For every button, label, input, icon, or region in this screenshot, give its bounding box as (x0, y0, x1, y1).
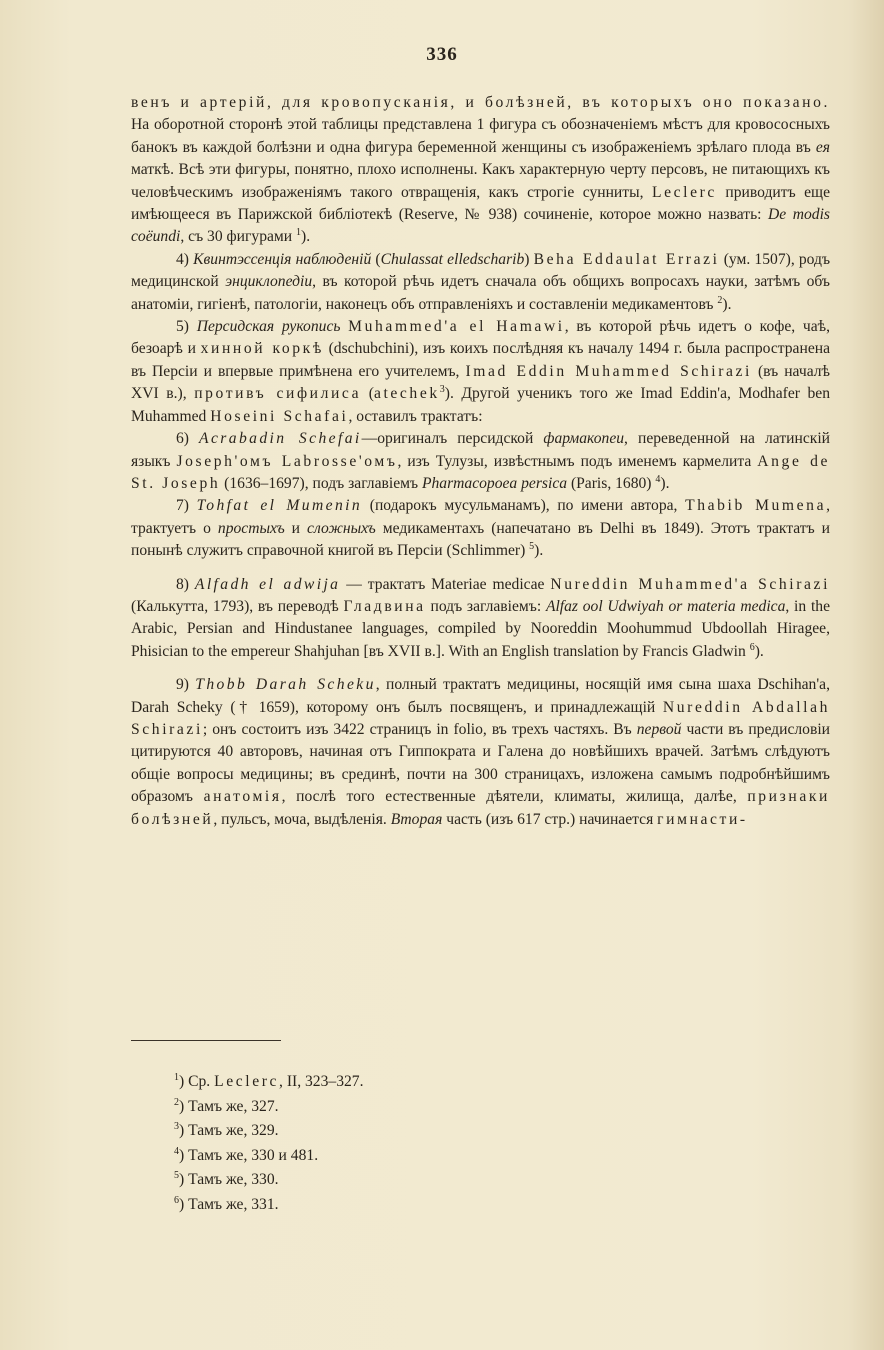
footnote (174, 1193, 674, 1218)
footnote-reference: 4 (655, 473, 661, 485)
footnote-author: Leclerc (214, 1073, 280, 1090)
footnote-number: 6 (174, 1194, 179, 1206)
styled-text: Acrabadin Schefai (199, 430, 362, 448)
styled-text: Персидская рукопись (196, 318, 341, 336)
styled-text: Leclerc (651, 183, 717, 201)
footnote (174, 1144, 674, 1169)
paragraph (131, 495, 830, 562)
styled-text: Гладвина (343, 597, 426, 615)
text-run: — трактатъ Materiae medicae (340, 575, 551, 593)
paragraph (131, 428, 830, 495)
styled-text: Pharmacopoea persica (421, 474, 568, 492)
styled-text: сложныхъ (307, 519, 376, 537)
styled-text: Joseph'омъ Labrosse'омъ (176, 452, 398, 470)
styled-text: первой (636, 720, 682, 738)
text-run: части въ предисловіи цитируются 40 авторовъ, начиная отъ Гиппократа и Галена до новѣйшихъ врачей. Затѣмъ слѣдуютъ общіе вопросы медицины; въ срединѣ, почти на 300 страницахъ, изложена самымъ подробнѣйшимъ образомъ (131, 720, 830, 806)
text-run: , полный трактатъ медицины, носящій имя сына шаха Dschihan'a, Darah Scheky († 1659), которому онъ былъ посвященъ, и принадлежащій (131, 676, 830, 716)
paragraph (131, 92, 830, 249)
text-run: ). (301, 228, 311, 246)
styled-text: Thabib Mumena (685, 497, 827, 515)
footnote-reference: 2 (717, 294, 723, 306)
footnote (174, 1095, 674, 1120)
footnote-reference: 6 (749, 641, 755, 653)
text-run: , въ которой рѣчь идетъ сначала объ общихъ вопросахъ науки, затѣмъ объ анатоміи, гигіенѣ, патологіи, наконецъ объ отправленіяхъ и составленіи медикаментовъ (131, 273, 830, 313)
text-run: (Paris, 1680) (567, 474, 656, 492)
text-run: —оригиналъ персидской (361, 430, 544, 448)
text-run: ( (361, 385, 374, 403)
styled-text: Квинтэссенція наблюденій (193, 250, 372, 268)
styled-text: противъ сифилиса (194, 385, 362, 403)
text-run: , пульсъ, моча, выдѣленія. (213, 810, 391, 828)
footnote-text: ) Тамъ же, 330 и 481. (179, 1146, 319, 1164)
styled-text: хинной коркѣ (200, 340, 324, 358)
footnotes (174, 1070, 674, 1217)
paragraph (131, 316, 830, 428)
styled-text: De modis coëundi (131, 206, 831, 246)
text-run: ). Другой ученикъ того же Imad Eddin'a, Modhafer ben Muhammed (131, 385, 831, 425)
footnote-text: ) Тамъ же, 331. (179, 1195, 279, 1213)
text-run: (1636–1697), подъ заглавіемъ (220, 474, 422, 492)
styled-text: энциклопедіи (225, 273, 313, 291)
paragraph (131, 674, 830, 831)
text-run: , трактуетъ о (131, 497, 831, 537)
text-run: (dschubchini), изъ коихъ послѣдняя къ началу 1494 г. была распространена въ Персіи и впервые примѣнена его учителемъ, (131, 340, 831, 380)
styled-text: Beha Eddaulat Errazi (533, 250, 720, 268)
footnote-reference: 3 (439, 384, 445, 396)
styled-text: Вторая (390, 810, 443, 828)
text-run: ). (660, 474, 670, 492)
text-run: , въ которой рѣчь идетъ о кофе, чаѣ, безоарѣ и (131, 318, 830, 358)
text-run: маткѣ. Всѣ эти фигуры, понятно, плохо исполнены. Какъ характерную черту персовъ, не питающихъ къ человѣческимъ изображеніямъ такого отвращенія, какъ строгіе сунниты, (131, 161, 830, 201)
paragraph (131, 249, 830, 316)
text-run: ). (754, 642, 764, 660)
footnote-reference: 1 (296, 227, 302, 239)
styled-text: Alfaz ool Udwiyah or materia medica (545, 597, 786, 615)
styled-text: признаки болѣзней (131, 788, 830, 828)
footnote-text: ) Ср. (179, 1073, 215, 1090)
text-run: (въ началѣ XVI в.), (131, 362, 830, 403)
styled-text: фармакопеи (543, 430, 625, 448)
styled-text: Chulassat elledscharib (380, 250, 525, 268)
footnote-number: 2 (174, 1096, 179, 1108)
text-run: ) (524, 250, 534, 268)
page-number: 336 (426, 44, 458, 65)
body-text (131, 92, 830, 831)
text-run: 7) (176, 497, 197, 515)
text-run: , послѣ того естественные дѣятели, климаты, жилища, далѣе, (281, 788, 748, 806)
styled-text: Imad Eddin Muhammed Schirazi (465, 362, 752, 380)
styled-text: простыхъ (217, 519, 285, 537)
text-run: 9) (176, 676, 196, 694)
footnote-number: 5 (174, 1169, 179, 1181)
text-run: ). (722, 295, 732, 313)
footnote (174, 1168, 674, 1193)
footnote-number: 1 (174, 1071, 179, 1083)
text-run: 8) (176, 575, 195, 593)
styled-text: Alfadh el adwija (194, 575, 341, 593)
text-run: (Калькутта, 1793), въ переводѣ (131, 597, 344, 615)
styled-text: гимнасти- (657, 810, 748, 828)
text-run: и (284, 519, 308, 537)
styled-text: ея (815, 138, 830, 156)
paragraph (131, 574, 830, 664)
footnote (174, 1119, 674, 1144)
text-run: ). (534, 542, 544, 560)
footnote-divider (131, 1040, 281, 1041)
text-run: , in the Arabic, Persian and Hindustanee languages, compiled by Nooreddin Moohummud Ubdoollah Hiragee, Phisician to the empereur Shahjuhan [въ XVII в.]. With an English translation by Francis Gladwin (131, 597, 830, 660)
text-run: часть (изъ 617 стр.) начинается (442, 810, 658, 828)
text-run: приводитъ еще имѣющееся въ Парижской библіотекѣ (Reserve, № 938) сочиненіе, которое можно назвать: (131, 183, 830, 224)
styled-text: венъ и артерій, для кровопусканія, и болѣзней, въ которыхъ оно показано. (131, 94, 830, 111)
text-run: 5) (176, 318, 197, 336)
styled-text: Muhammed'a el Hamawi (348, 318, 565, 336)
styled-text: Nureddin Abdallah Schirazi (131, 698, 830, 738)
styled-text: Nureddin Muhammed'a Schirazi (550, 575, 830, 593)
footnote-text: ) Тамъ же, 329. (179, 1122, 279, 1139)
text-run: ( (371, 250, 381, 268)
footnote-number: 3 (174, 1120, 179, 1132)
footnote (174, 1070, 674, 1095)
footnote-text: ) Тамъ же, 330. (179, 1171, 279, 1188)
text-run: , изъ Тулузы, извѣстнымъ подъ именемъ кармелита (397, 452, 758, 470)
text-run: подъ заглавіемъ: (425, 597, 546, 615)
text-run: 4) (176, 250, 194, 268)
text-run: (ум. 1507), родъ медицинской (131, 250, 831, 291)
text-run: , оставилъ трактатъ: (348, 407, 483, 425)
text-run: медикаментахъ (напечатано въ Delhi въ 1849). Этотъ трактатъ и понынѣ служитъ справочной книгой въ Персіи (Schlimmer) (131, 519, 831, 560)
styled-text: Hoseini Schafai (210, 407, 349, 425)
styled-text: Ange de St. Joseph (131, 452, 831, 492)
footnote-number: 4 (174, 1145, 179, 1157)
styled-text: Thobb Darah Scheku (195, 676, 376, 694)
text-run: , съ 30 фигурами (180, 228, 297, 246)
text-run: На оборотной сторонѣ этой таблицы представлена 1 фигура съ обозначеніемъ мѣстъ для кровососныхъ банокъ въ каждой болѣзни и одна фигура беременной женщины съ изображеніемъ зрѣлаго плода въ (131, 116, 830, 156)
footnote-text: ) Тамъ же, 327. (179, 1097, 279, 1115)
footnote-reference: 5 (529, 540, 535, 552)
text-run: (подарокъ мусульманамъ), по имени автора, (362, 497, 686, 515)
text-run: 6) (176, 430, 200, 448)
text-run: , переведенной на латинскій языкъ (131, 430, 831, 470)
styled-text: анатомія (203, 788, 282, 806)
text-run: ; онъ состоитъ изъ 3422 страницъ in folio, въ трехъ частяхъ. Въ (202, 720, 637, 738)
styled-text: Tohfat el Mumenin (196, 497, 363, 515)
footnote-text-rest: , II, 323–327. (279, 1073, 364, 1090)
styled-text: atechek (373, 385, 440, 403)
